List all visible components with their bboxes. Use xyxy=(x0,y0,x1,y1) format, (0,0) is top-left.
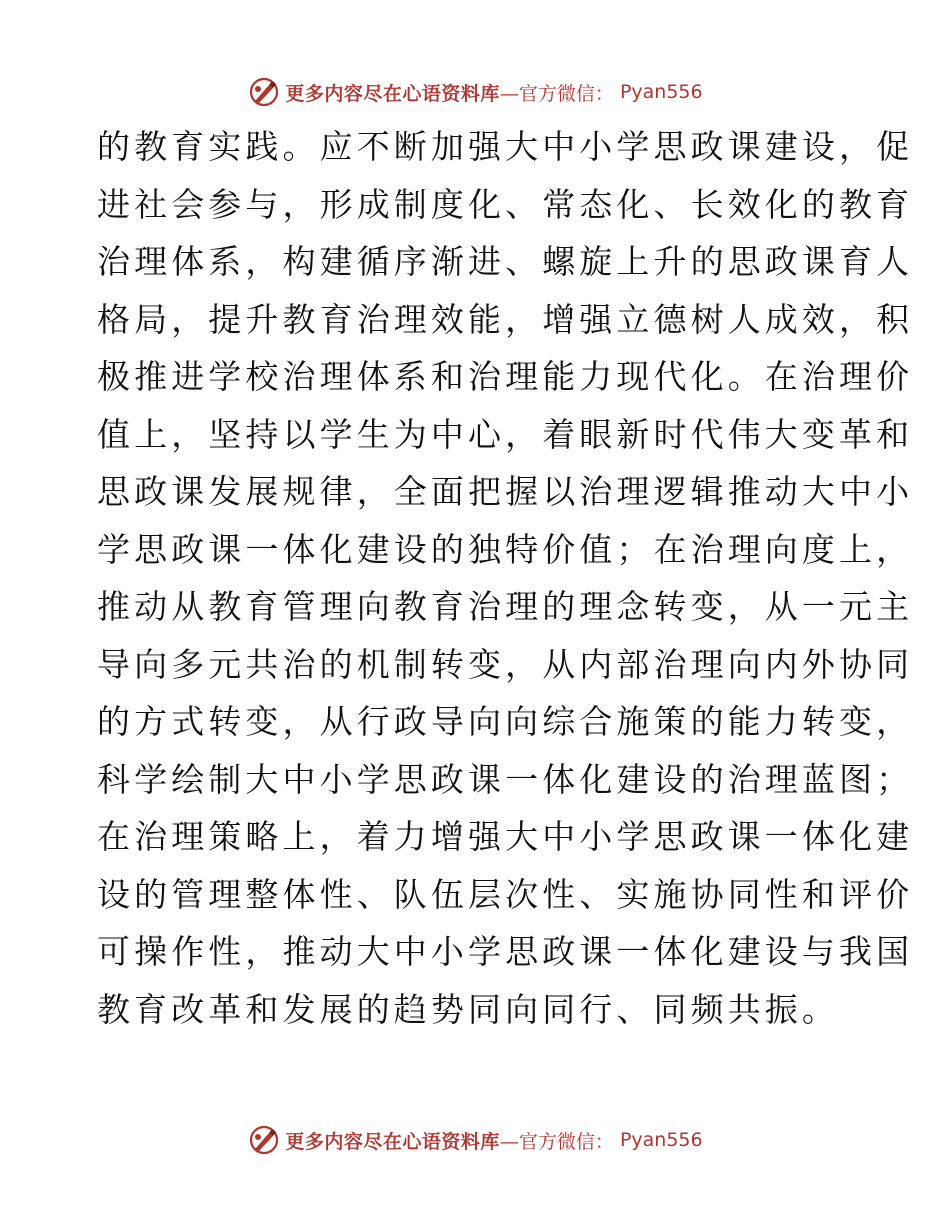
banner-main-text: 更多内容尽在心语资料库 xyxy=(285,82,500,105)
text-line: 导向多元共治的机制转变，从内部治理向内外协同 xyxy=(97,644,914,684)
text-line: 的教育实践。应不断加强大中小学思政课建设，促 xyxy=(97,127,914,166)
text-line: 教育改革和发展的趋势同向同行、同频共振。 xyxy=(97,989,839,1029)
banner-sub-text: —官方微信： xyxy=(499,82,614,105)
text-line: 设的管理整体性、队伍层次性、实施协同性和评价 xyxy=(97,874,914,914)
text-line: 可操作性，推动大中小学思政课一体化建设与我国 xyxy=(97,932,914,971)
banner-wechat-id: Pyan556 xyxy=(619,1129,703,1151)
text-line: 学思政课一体化建设的独特价值；在治理向度上， xyxy=(97,529,914,569)
text-line: 极推进学校治理体系和治理能力现代化。在治理价 xyxy=(97,357,914,396)
text-line: 科学绘制大中小学思政课一体化建设的治理蓝图； xyxy=(97,759,914,799)
text-line: 值上，坚持以学生为中心，着眼新时代伟大变革和 xyxy=(97,414,914,454)
document-body xyxy=(97,118,914,1038)
text-line: 的方式转变，从行政导向向综合施策的能力转变， xyxy=(97,702,914,741)
banner-main-text: 更多内容尽在心语资料库 xyxy=(285,1130,500,1153)
text-line: 治理体系，构建循序渐进、螺旋上升的思政课育人 xyxy=(97,242,914,281)
text-line: 思政课发展规律，全面把握以治理逻辑推动大中小 xyxy=(97,472,914,511)
text-line: 进社会参与，形成制度化、常态化、长效化的教育 xyxy=(97,184,914,224)
banner-sub-text: —官方微信： xyxy=(499,1130,614,1153)
footer-watermark-banner xyxy=(0,1120,950,1160)
header-watermark-banner xyxy=(0,72,950,112)
text-line: 推动从教育管理向教育治理的理念转变，从一元主 xyxy=(97,587,914,626)
banner-wechat-id: Pyan556 xyxy=(619,81,703,103)
pen-logo-icon xyxy=(247,1123,281,1157)
text-line: 在治理策略上，着力增强大中小学思政课一体化建 xyxy=(97,817,914,856)
pen-logo-icon xyxy=(247,75,281,109)
text-line: 格局，提升教育治理效能，增强立德树人成效，积 xyxy=(97,299,914,339)
